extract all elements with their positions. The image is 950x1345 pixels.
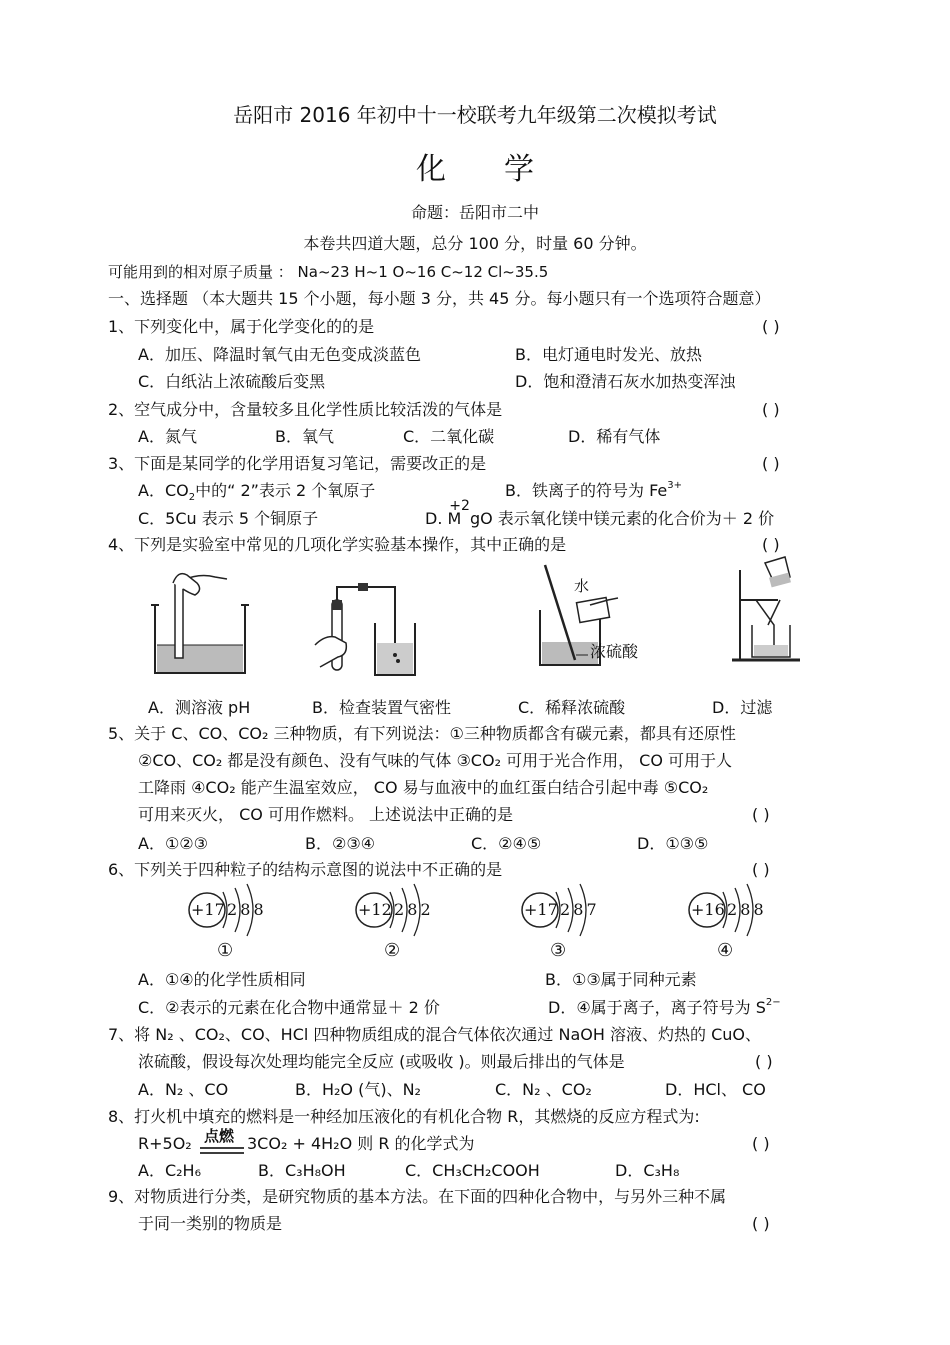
answer-paren-4[interactable]: ( ) xyxy=(762,535,780,554)
question-8-eq-right: 3CO₂ + 4H₂O 则 R 的化学式为 xyxy=(247,1134,475,1153)
q4-option-d: D．过滤 xyxy=(712,698,773,717)
reaction-condition: 点燃 xyxy=(204,1127,235,1145)
figure-airtightness-check xyxy=(310,575,420,685)
atom-label: ① xyxy=(217,940,234,961)
nucleus-charge: +16 xyxy=(691,900,725,919)
q8-option-c: C．CH₃CH₂COOH xyxy=(405,1161,540,1180)
q1-option-b: B．电灯通电时发光、放热 xyxy=(515,345,702,364)
question-8-line1: 8、打火机中填充的燃料是一种经加压液化的有机化合物 R，其燃烧的反应方程式为: xyxy=(108,1107,700,1126)
q7-option-c: C．N₂ 、CO₂ xyxy=(495,1080,592,1099)
question-2-stem: 2、空气成分中，含量较多且化学性质比较活泼的气体是 xyxy=(108,400,503,419)
electron-shells: 2 8 8 xyxy=(227,900,263,919)
q7-option-d: D．HCl、 CO xyxy=(665,1080,766,1099)
q5-option-b: B．②③④ xyxy=(305,834,376,853)
nucleus-charge: +12 xyxy=(358,900,392,919)
q1-option-a: A．加压、降温时氧气由无色变成淡蓝色 xyxy=(138,345,421,364)
q2-option-d: D．稀有气体 xyxy=(568,427,661,446)
answer-paren-5[interactable]: ( ) xyxy=(752,805,770,824)
exam-info: 本卷共四道大题，总分 100 分，时量 60 分钟。 xyxy=(303,234,647,253)
question-7-line2: 浓硫酸，假设每次处理均能完全反应 (或吸收 )。则最后排出的气体是 xyxy=(138,1052,625,1071)
atom-diagram-3 xyxy=(518,878,608,961)
question-5-line2: ②CO、CO₂ 都是没有颜色、没有气味的气体 ③CO₂ 可用于光合作用， CO 可用于人 xyxy=(138,751,733,770)
electron-shells: 2 8 2 xyxy=(394,900,430,919)
q7-option-b: B．H₂O (气)、N₂ xyxy=(295,1080,421,1099)
q5-option-c: C．②④⑤ xyxy=(471,834,542,853)
author-line: 命题：岳阳市二中 xyxy=(410,203,539,222)
q1-option-c: C．白纸沾上浓硫酸后变黑 xyxy=(138,372,326,391)
atom-diagram-4 xyxy=(685,878,775,961)
atom-label: ④ xyxy=(717,940,734,961)
q3-option-c: C．5Cu 表示 5 个铜原子 xyxy=(138,509,319,528)
q4-option-c: C．稀释浓硫酸 xyxy=(518,698,626,717)
q6-option-d: D．④属于离子，离子符号为 $S^{2-}$ xyxy=(548,997,781,1017)
figure-filtration xyxy=(730,555,810,665)
answer-paren-2[interactable]: ( ) xyxy=(762,400,780,419)
q6-option-a: A．①④的化学性质相同 xyxy=(138,970,306,989)
question-9-line1: 9、对物质进行分类，是研究物质的基本方法。在下面的四种化合物中，与另外三种不属 xyxy=(108,1187,727,1206)
label-concentrated-acid: 浓硫酸 xyxy=(590,642,639,661)
question-1-stem: 1、下列变化中，属于化学变化的的是 xyxy=(108,317,375,336)
q3-option-a: A．$CO_2$中的“ 2”表示 2 个氧原子 xyxy=(138,481,376,503)
atom-diagram-1 xyxy=(185,878,275,961)
q5-option-a: A．①②③ xyxy=(138,834,208,853)
question-5-line3: 工降雨 ④CO₂ 能产生温室效应， CO 易与血液中的血红蛋白结合引起中毒 ⑤CO₂ xyxy=(138,778,709,797)
question-9-line2: 于同一类别的物质是 xyxy=(138,1214,283,1233)
question-7-line1: 7、将 N₂ 、CO₂、CO、HCl 四种物质组成的混合气体依次通过 NaOH 溶液、灼热的 CuO、 xyxy=(108,1025,761,1044)
question-6-stem: 6、下列关于四种粒子的结构示意图的说法中不正确的是 xyxy=(108,860,503,879)
answer-paren-7[interactable]: ( ) xyxy=(755,1052,773,1071)
exam-title: 岳阳市 2016 年初中十一校联考九年级第二次模拟考试 xyxy=(233,103,717,127)
nucleus-charge: +17 xyxy=(524,900,558,919)
atom-label: ② xyxy=(384,940,401,961)
q6-option-c: C．②表示的元素在化合物中通常显＋ 2 价 xyxy=(138,998,440,1017)
subject-title: 化学 xyxy=(416,152,592,187)
atom-label: ③ xyxy=(550,940,567,961)
q8-option-a: A．C₂H₆ xyxy=(138,1161,201,1180)
section-title: 一、选择题 （本大题共 15 个小题，每小题 3 分，共 45 分。每小题只有一个选项符合题意） xyxy=(108,289,771,308)
label-water: 水 xyxy=(574,577,590,595)
q2-option-c: C．二氧化碳 xyxy=(403,427,495,446)
q5-option-d: D．①③⑤ xyxy=(637,834,709,853)
atom-diagram-2 xyxy=(352,878,442,961)
figure-measure-ph xyxy=(145,565,255,680)
q7-option-a: A．N₂ 、CO xyxy=(138,1080,229,1099)
question-5-line1: 5、关于 C、CO、CO₂ 三种物质，有下列说法：①三种物质都含有碳元素，都具有还原性 xyxy=(108,724,736,743)
q4-option-a: A．测溶液 pH xyxy=(148,698,251,717)
atomic-masses: 可能用到的相对原子质量 ： Na~23 H~1 O~16 C~12 Cl~35.5 xyxy=(108,263,549,281)
answer-paren-9[interactable]: ( ) xyxy=(752,1214,770,1233)
q2-option-a: A．氮气 xyxy=(138,427,197,446)
q1-option-d: D．饱和澄清石灰水加热变浑浊 xyxy=(515,372,736,391)
equals-sign-icon xyxy=(200,1147,244,1155)
q4-option-b: B．检查装置气密性 xyxy=(312,698,451,717)
question-5-line4: 可用来灭火， CO 可用作燃料。 上述说法中正确的是 xyxy=(138,805,514,824)
answer-paren-1[interactable]: ( ) xyxy=(762,317,780,336)
q6-option-b: B．①③属于同种元素 xyxy=(545,970,697,989)
question-4-stem: 4、下列是实验室中常见的几项化学实验基本操作，其中正确的是 xyxy=(108,535,567,554)
nucleus-charge: +17 xyxy=(191,900,225,919)
electron-shells: 2 8 7 xyxy=(560,900,596,919)
q8-option-b: B．C₃H₈OH xyxy=(258,1161,346,1180)
q8-option-d: D．C₃H₈ xyxy=(615,1161,680,1180)
answer-paren-3[interactable]: ( ) xyxy=(762,454,780,473)
question-3-stem: 3、下面是某同学的化学用语复习笔记，需要改正的是 xyxy=(108,454,487,473)
q3-option-d: D. M+2gO 表示氧化镁中镁元素的化合价为＋ 2 价 xyxy=(425,498,775,528)
electron-shells: 2 8 8 xyxy=(727,900,763,919)
answer-paren-8[interactable]: ( ) xyxy=(752,1134,770,1153)
q2-option-b: B．氧气 xyxy=(275,427,334,446)
answer-paren-6[interactable]: ( ) xyxy=(752,860,770,879)
q3-option-b: B．铁离子的符号为 $Fe^{3+}$ xyxy=(505,480,682,500)
question-8-eq-left: R+5O₂ xyxy=(138,1134,192,1153)
